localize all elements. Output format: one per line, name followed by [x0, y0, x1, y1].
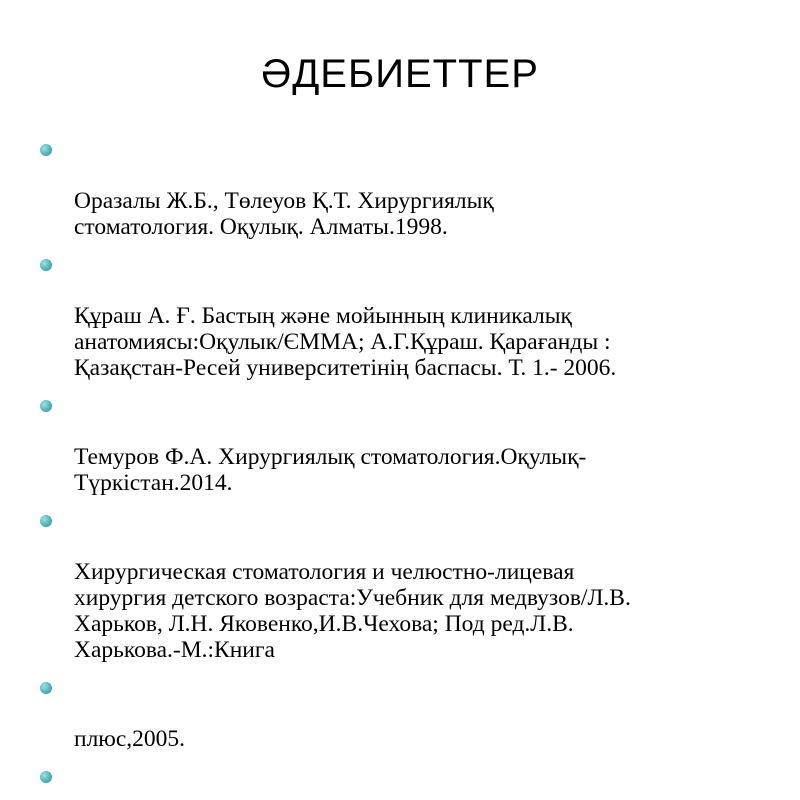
- list-item-empty: [40, 763, 780, 789]
- bullet-icon: [40, 144, 52, 156]
- bullet-icon: [40, 259, 52, 271]
- reference-list: [40, 136, 780, 800]
- bullet-icon: [40, 515, 52, 527]
- list-item-text: Құраш А. Ғ. Бастың және мойынның клиникалық анатомиясы:Оқулык/ЄММА; А.Г.Құраш. Қарағанды : Қазақстан-Ресей университетінің баспасы. Т. 1.- 2006.: [74, 303, 617, 381]
- list-item-text: плюс,2005.: [74, 726, 186, 752]
- list-item-text: Темуров Ф.А. Хирургиялық стоматология.Оқулық- Түркістан.2014.: [74, 444, 587, 496]
- bullet-icon: [40, 400, 52, 412]
- list-item: [40, 251, 780, 381]
- list-item: [40, 507, 780, 663]
- bullet-icon: [40, 682, 52, 694]
- bullet-icon: [40, 771, 52, 783]
- list-item-text: Хирургическая стоматология и челюстно-лицевая хирургия детского возраста:Учебник для медвузов/Л.В. Харьков, Л.Н. Яковенко,И.В.Чехова; Под ред.Л.В. Харькова.-М.:Книга: [74, 559, 631, 663]
- list-item: [40, 392, 780, 496]
- list-item: [40, 674, 780, 752]
- list-item: [40, 136, 780, 240]
- list-item-text: Оразалы Ж.Б., Төлеуов Қ.Т. Хирургиялық стоматология. Оқулық. Алматы.1998.: [74, 188, 494, 240]
- slide-title: ӘДЕБИЕТТЕР: [261, 52, 539, 96]
